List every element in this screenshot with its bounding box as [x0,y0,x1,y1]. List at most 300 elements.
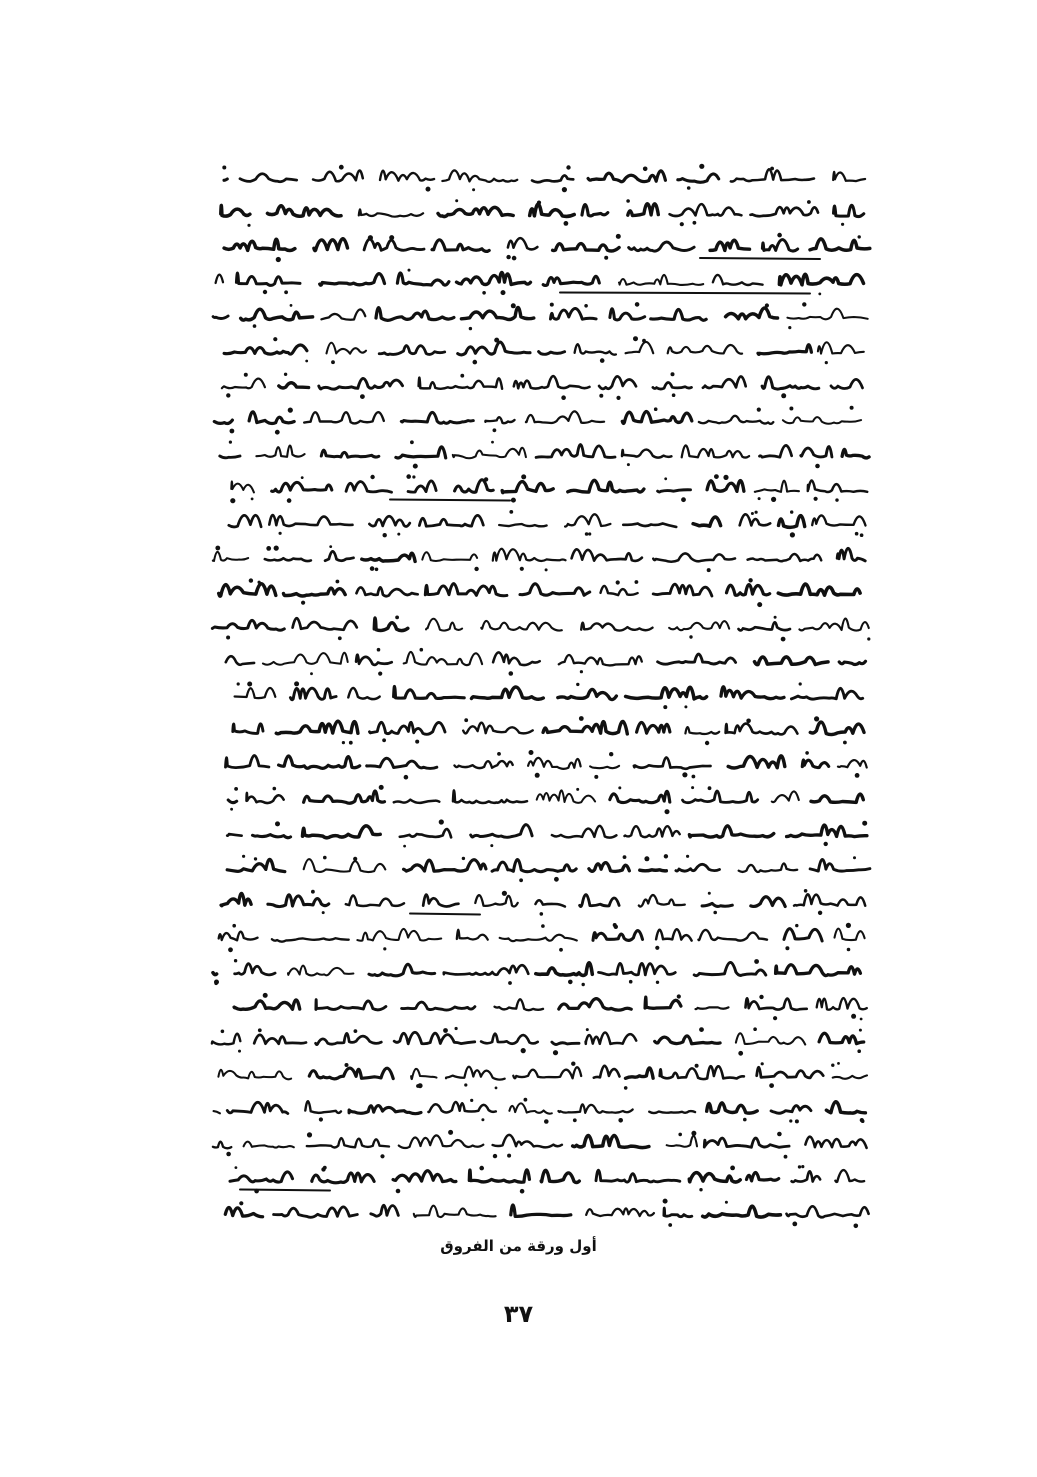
ink-stroke [369,964,435,976]
ink-stroke [423,895,458,907]
ink-dot [397,533,400,536]
ink-stroke [224,179,227,180]
ink-dot [307,1132,312,1137]
ink-dot [512,256,517,261]
ink-stroke [376,308,454,321]
ink-dot [520,1189,525,1194]
underline-stroke [700,258,820,259]
ink-stroke [394,686,465,698]
ink-dot [707,568,711,572]
ink-stroke [811,794,863,802]
ink-dot [814,716,819,721]
ink-stroke [475,895,517,906]
ink-stroke [481,621,562,631]
ink-stroke [513,1067,581,1078]
ink-dot [857,1049,861,1053]
ink-stroke [552,826,617,838]
ink-dot [785,946,789,950]
ink-dot [681,497,686,502]
ink-dot [802,302,806,306]
ink-dot [730,1166,735,1171]
ink-dot [824,842,828,846]
ink-dot [275,821,280,826]
ink-stroke [682,445,749,457]
ink-dot [859,1029,862,1032]
ink-dot [406,474,411,479]
ink-stroke [532,176,573,183]
ink-dot [792,1222,797,1227]
ink-dot [559,948,563,952]
ink-stroke [279,383,309,388]
ink-stroke [394,1032,475,1044]
ink-dot [790,510,793,513]
ink-stroke [346,895,404,906]
ink-stroke [594,1066,620,1078]
ink-dot [855,532,859,536]
ink-dot [677,994,681,998]
ink-stroke [818,342,864,353]
ink-dot [521,474,526,479]
ink-dot [511,498,516,503]
ink-stroke [637,722,670,733]
ink-stroke [805,1137,866,1148]
ink-stroke [726,308,778,319]
ink-stroke [558,1104,632,1112]
ink-stroke [304,791,385,803]
ink-stroke [214,420,232,423]
ink-dot [464,718,468,722]
ink-dot [594,775,598,779]
ink-dot [520,567,524,571]
ink-dot [511,303,516,308]
ink-dot [765,303,769,307]
ink-stroke [425,584,507,596]
ink-stroke [453,448,526,458]
ink-stroke [304,412,384,423]
ink-dot [247,682,252,687]
ink-stroke [472,687,544,699]
ink-stroke [414,1206,496,1217]
ink-stroke [272,938,349,941]
ink-dot [378,672,382,676]
ink-stroke [817,998,867,1010]
ink-stroke [218,1070,291,1080]
ink-dot [789,1119,792,1122]
ink-dot [777,1132,782,1137]
ink-dot [564,221,569,226]
ink-dot [618,786,621,789]
ink-stroke [370,722,446,734]
ink-dot [831,1064,834,1067]
ink-stroke [758,345,811,355]
ink-stroke [551,308,597,319]
ink-stroke [791,688,862,699]
ink-stroke [380,171,434,181]
ink-stroke [314,239,348,251]
ink-dot [275,430,280,435]
ink-stroke [461,307,533,319]
ink-stroke [272,482,332,492]
ink-stroke [228,800,237,803]
ink-dot [501,290,506,295]
ink-stroke [667,1136,697,1147]
ink-dot [624,1086,628,1090]
ink-dot [623,855,627,859]
ink-stroke [357,929,441,941]
ink-dot [723,475,728,480]
ink-stroke [676,864,720,871]
ink-stroke [539,352,565,355]
ink-stroke [772,791,799,802]
ink-dot [506,255,510,259]
ink-dot [249,578,253,582]
ink-stroke [552,1042,579,1044]
ink-dot [654,407,658,411]
ink-stroke [536,445,615,458]
ink-dot [642,339,646,343]
ink-dot [663,705,667,709]
ink-dot [684,705,687,708]
ink-stroke [762,377,819,389]
ink-stroke [693,517,721,526]
ink-stroke [699,416,773,424]
ink-stroke [739,622,791,630]
ink-dot [815,464,820,469]
ink-dot [576,788,579,791]
ink-dot [691,1131,696,1136]
ink-stroke [640,870,667,871]
ink-dot [380,1154,384,1158]
ink-stroke [707,1103,758,1113]
ink-dot [568,980,573,985]
ink-dot [294,681,299,686]
ink-dot [229,441,232,444]
ink-stroke [224,239,295,250]
ink-dot [854,1224,859,1229]
ink-stroke [234,1000,300,1009]
ink-stroke [305,1101,341,1113]
ink-stroke [653,584,712,596]
ink-dot [509,510,513,514]
ink-dot [790,532,795,537]
ink-stroke [746,998,807,1009]
ink-dot [861,1119,865,1123]
ink-dot [420,648,424,652]
ink-stroke [348,688,379,699]
ink-stroke [696,1007,729,1009]
ink-stroke [778,584,860,595]
ink-dot [699,164,704,169]
ink-stroke [801,447,832,457]
ink-stroke [833,1075,867,1078]
ink-dot [455,199,458,202]
ink-dot [773,1016,777,1020]
ink-stroke [626,342,654,353]
ink-stroke [404,860,486,871]
ink-stroke [653,383,692,390]
ink-dot [655,946,659,950]
ink-stroke [634,757,711,768]
ink-dot [258,1028,262,1032]
ink-stroke [727,585,770,596]
ink-dot [290,304,293,307]
ink-stroke [779,274,863,284]
ink-dot [708,892,711,895]
ink-dot [686,855,689,858]
ink-stroke [668,345,742,354]
ink-stroke [808,480,867,492]
ink-stroke [374,618,408,630]
ink-dot [699,1188,702,1191]
ink-stroke [229,515,261,527]
ink-dot [588,532,591,535]
ink-stroke [610,309,645,320]
ink-stroke [683,791,758,803]
ink-stroke [274,1207,358,1217]
ink-dot [415,740,419,744]
ink-stroke [212,620,284,630]
ink-dot [850,406,854,410]
ink-stroke [739,863,798,872]
ink-stroke [755,657,829,665]
ink-stroke [247,793,284,803]
ink-dot [804,889,808,893]
ink-stroke [559,655,642,665]
ink-stroke [444,965,529,975]
ink-dot [604,256,608,260]
ink-dot [323,1166,327,1170]
ink-stroke [408,481,436,492]
ink-dot [305,360,308,363]
ink-dot [473,360,478,365]
ink-stroke [511,1205,571,1216]
ink-stroke [810,239,870,250]
ink-stroke [568,480,644,492]
ink-stroke [216,275,223,283]
ink-stroke [543,721,627,733]
ink-stroke [628,204,659,216]
ink-dot [795,924,798,927]
ink-dot [491,441,494,444]
ink-stroke [233,724,263,734]
ink-dot [846,923,851,928]
ink-stroke [304,859,386,872]
ink-dot [226,1152,231,1157]
ink-dot [354,1029,358,1033]
ink-stroke [572,549,642,561]
ink-stroke [514,376,590,388]
ink-stroke [528,758,581,769]
ink-dot [751,512,754,515]
ink-stroke [740,514,771,525]
ink-stroke [826,1102,865,1113]
ink-stroke [837,548,865,561]
ink-dot [273,787,277,791]
ink-dot [230,429,235,434]
ink-stroke [502,482,553,493]
ink-dot [439,819,444,824]
ink-dot [576,683,579,686]
ink-stroke [703,1206,781,1217]
ink-dot [585,532,589,536]
ink-stroke [268,206,342,217]
ink-dot [263,993,268,998]
ink-dot [247,224,250,227]
ink-stroke [396,447,446,458]
ink-stroke [357,587,418,596]
ink-stroke [593,931,643,941]
ink-stroke [276,721,358,734]
ink-dot [266,546,271,551]
ink-stroke [225,1207,262,1216]
ink-stroke [707,481,744,492]
ink-stroke [653,553,735,561]
ink-dot [509,671,514,676]
ink-stroke [589,863,629,872]
ink-stroke [645,997,681,1008]
ink-stroke [660,1066,744,1079]
manuscript-image [180,160,880,1240]
ink-stroke [263,653,348,665]
ink-dot [714,474,719,479]
ink-dot [408,269,411,272]
ink-dot [672,393,676,397]
ink-dot [284,290,288,294]
ink-dot [613,923,617,927]
ink-dot [383,533,387,537]
ink-dot [761,1062,764,1065]
ink-dot [404,775,409,780]
ink-stroke [346,482,391,493]
ink-stroke [221,893,251,905]
ink-stroke [364,239,424,250]
ink-stroke [520,584,590,596]
ink-dot [368,235,373,240]
ink-dot [600,358,605,363]
ink-dot [228,947,233,952]
ink-dot [331,360,335,364]
ink-stroke [379,346,445,355]
ink-stroke [610,791,670,802]
ink-stroke [320,274,385,286]
ink-stroke [649,1111,695,1113]
ink-stroke [689,826,773,837]
ink-stroke [573,1135,649,1147]
ink-stroke [419,378,503,389]
ink-stroke [426,619,462,631]
ink-stroke [219,584,276,596]
ink-dot [221,1030,225,1034]
ink-dot [699,1027,704,1032]
ink-stroke [747,1173,779,1181]
ink-stroke [582,205,608,216]
ink-stroke [400,829,451,837]
ink-dot [691,786,694,789]
ink-dot [554,877,559,882]
ink-stroke [575,344,616,354]
ink-stroke [838,760,867,767]
ink-dot [643,167,648,172]
underline-stroke [390,500,510,501]
ink-stroke [626,1068,654,1078]
ink-stroke [402,1002,475,1010]
ink-dot [481,1118,484,1121]
ink-dot [502,891,507,896]
ink-stroke [839,661,865,664]
ink-stroke [751,207,819,216]
ink-stroke [755,481,799,492]
ink-stroke [316,1033,382,1044]
ink-stroke [453,790,527,803]
ink-stroke [399,1135,484,1148]
ink-stroke [290,688,336,700]
ink-stroke [699,930,768,941]
ink-dot [754,959,759,964]
ink-stroke [230,1172,293,1182]
ink-dot [584,304,588,308]
ink-stroke [236,273,300,285]
ink-stroke [463,723,533,734]
ink-dot [758,497,761,500]
ink-dot [656,981,659,984]
ink-dot [470,1099,473,1102]
ink-dot [693,221,697,225]
ink-dot [618,1118,623,1123]
ink-stroke [221,205,250,216]
ink-stroke [213,1142,231,1149]
ink-dot [524,1098,528,1102]
ink-dot [310,672,313,675]
ink-stroke [227,1102,287,1113]
ink-stroke [362,553,415,561]
ink-stroke [757,1067,824,1078]
ink-stroke [599,376,636,388]
ink-stroke [401,412,473,423]
ink-stroke [244,1142,294,1148]
ink-dot [413,464,418,469]
ink-dot [781,637,786,642]
ink-stroke [622,450,671,458]
ink-dot [777,233,782,238]
ink-stroke [509,1103,551,1113]
ink-stroke [411,1069,436,1079]
ink-stroke [319,378,403,389]
ink-dot [561,395,566,400]
ink-dot [770,167,774,171]
ink-dot [342,741,345,744]
ink-stroke [678,174,719,182]
ink-dot [301,476,304,479]
ink-dot [226,636,230,640]
ink-stroke [249,412,294,424]
ink-stroke [835,1170,864,1182]
ink-dot [746,719,751,724]
ink-dot [580,670,583,673]
ink-stroke [689,1173,740,1182]
ink-dot [345,1063,349,1067]
ink-dot [336,580,340,584]
ink-dot [682,772,687,777]
ink-dot [234,959,237,962]
ink-stroke [543,276,599,285]
ink-dot [319,1117,323,1121]
ink-stroke [812,515,865,525]
ink-dot [482,291,486,295]
ink-stroke [371,1205,399,1216]
ink-dot [757,408,761,412]
ink-stroke [658,654,736,664]
ink-stroke [704,1138,789,1147]
